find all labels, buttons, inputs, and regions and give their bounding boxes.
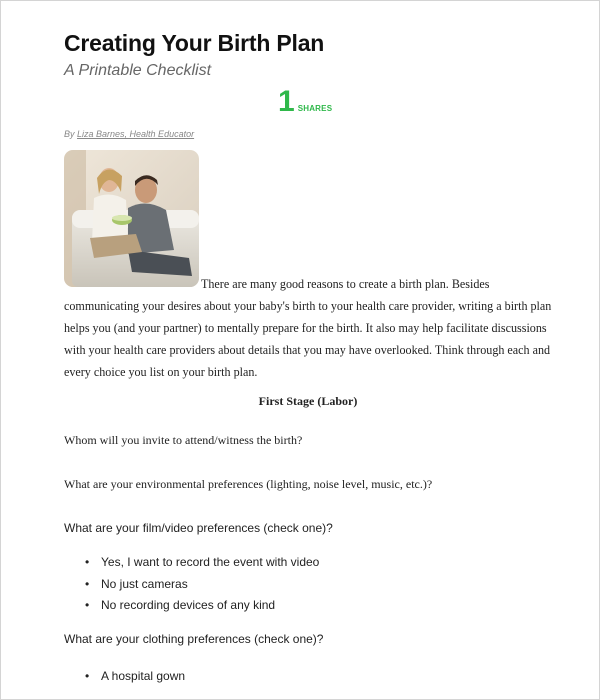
- question-attendees: Whom will you invite to attend/witness the birth?: [64, 433, 303, 447]
- couple-photo-illustration: [64, 150, 199, 287]
- bullet-icon: •: [85, 598, 90, 612]
- question-video: What are your film/video preferences (check one)?: [64, 521, 333, 535]
- article: [64, 29, 564, 683]
- bullet-icon: •: [85, 555, 90, 569]
- list-item[interactable]: [82, 595, 319, 617]
- bullet-icon: •: [85, 576, 90, 591]
- byline-prefix: By: [64, 129, 78, 139]
- intro-text: There are many good reasons to create a birth plan. Besides communicating your desires about your baby's birth to your health care provider, writing a birth plan helps you (and your partner) to mentally prepare for the birth. It also may help facilitate discussions with your health care providers about details that you may have overlooked. Think through each and every choice you list on your birth plan.: [64, 277, 552, 379]
- clothing-options-list: [82, 666, 185, 688]
- couple-photo: [64, 150, 199, 287]
- option-label: No just cameras: [101, 576, 188, 591]
- list-item[interactable]: [82, 552, 319, 574]
- author-link[interactable]: Liza Barnes, Health Educator: [77, 129, 195, 139]
- question-clothing: What are your clothing preferences (check one)?: [64, 632, 324, 646]
- share-label: SHARES: [297, 104, 333, 113]
- byline: [64, 129, 194, 139]
- section-heading: First Stage (Labor): [258, 394, 358, 408]
- list-item[interactable]: [82, 574, 319, 596]
- bullet-icon: •: [85, 669, 90, 683]
- option-label: No recording devices of any kind: [101, 598, 276, 612]
- video-options-list: [82, 552, 319, 617]
- share-count: 1: [278, 85, 295, 118]
- option-label: A hospital gown: [101, 669, 186, 683]
- intro-paragraph: [64, 273, 554, 383]
- list-item[interactable]: [82, 666, 185, 688]
- page-title: Creating Your Birth Plan: [64, 30, 325, 56]
- option-label: Yes, I want to record the event with video: [101, 555, 320, 569]
- question-environment: What are your environmental preferences (lighting, noise level, music, etc.)?: [64, 477, 433, 491]
- page-subtitle: A Printable Checklist: [64, 62, 212, 79]
- share-counter[interactable]: [278, 87, 332, 117]
